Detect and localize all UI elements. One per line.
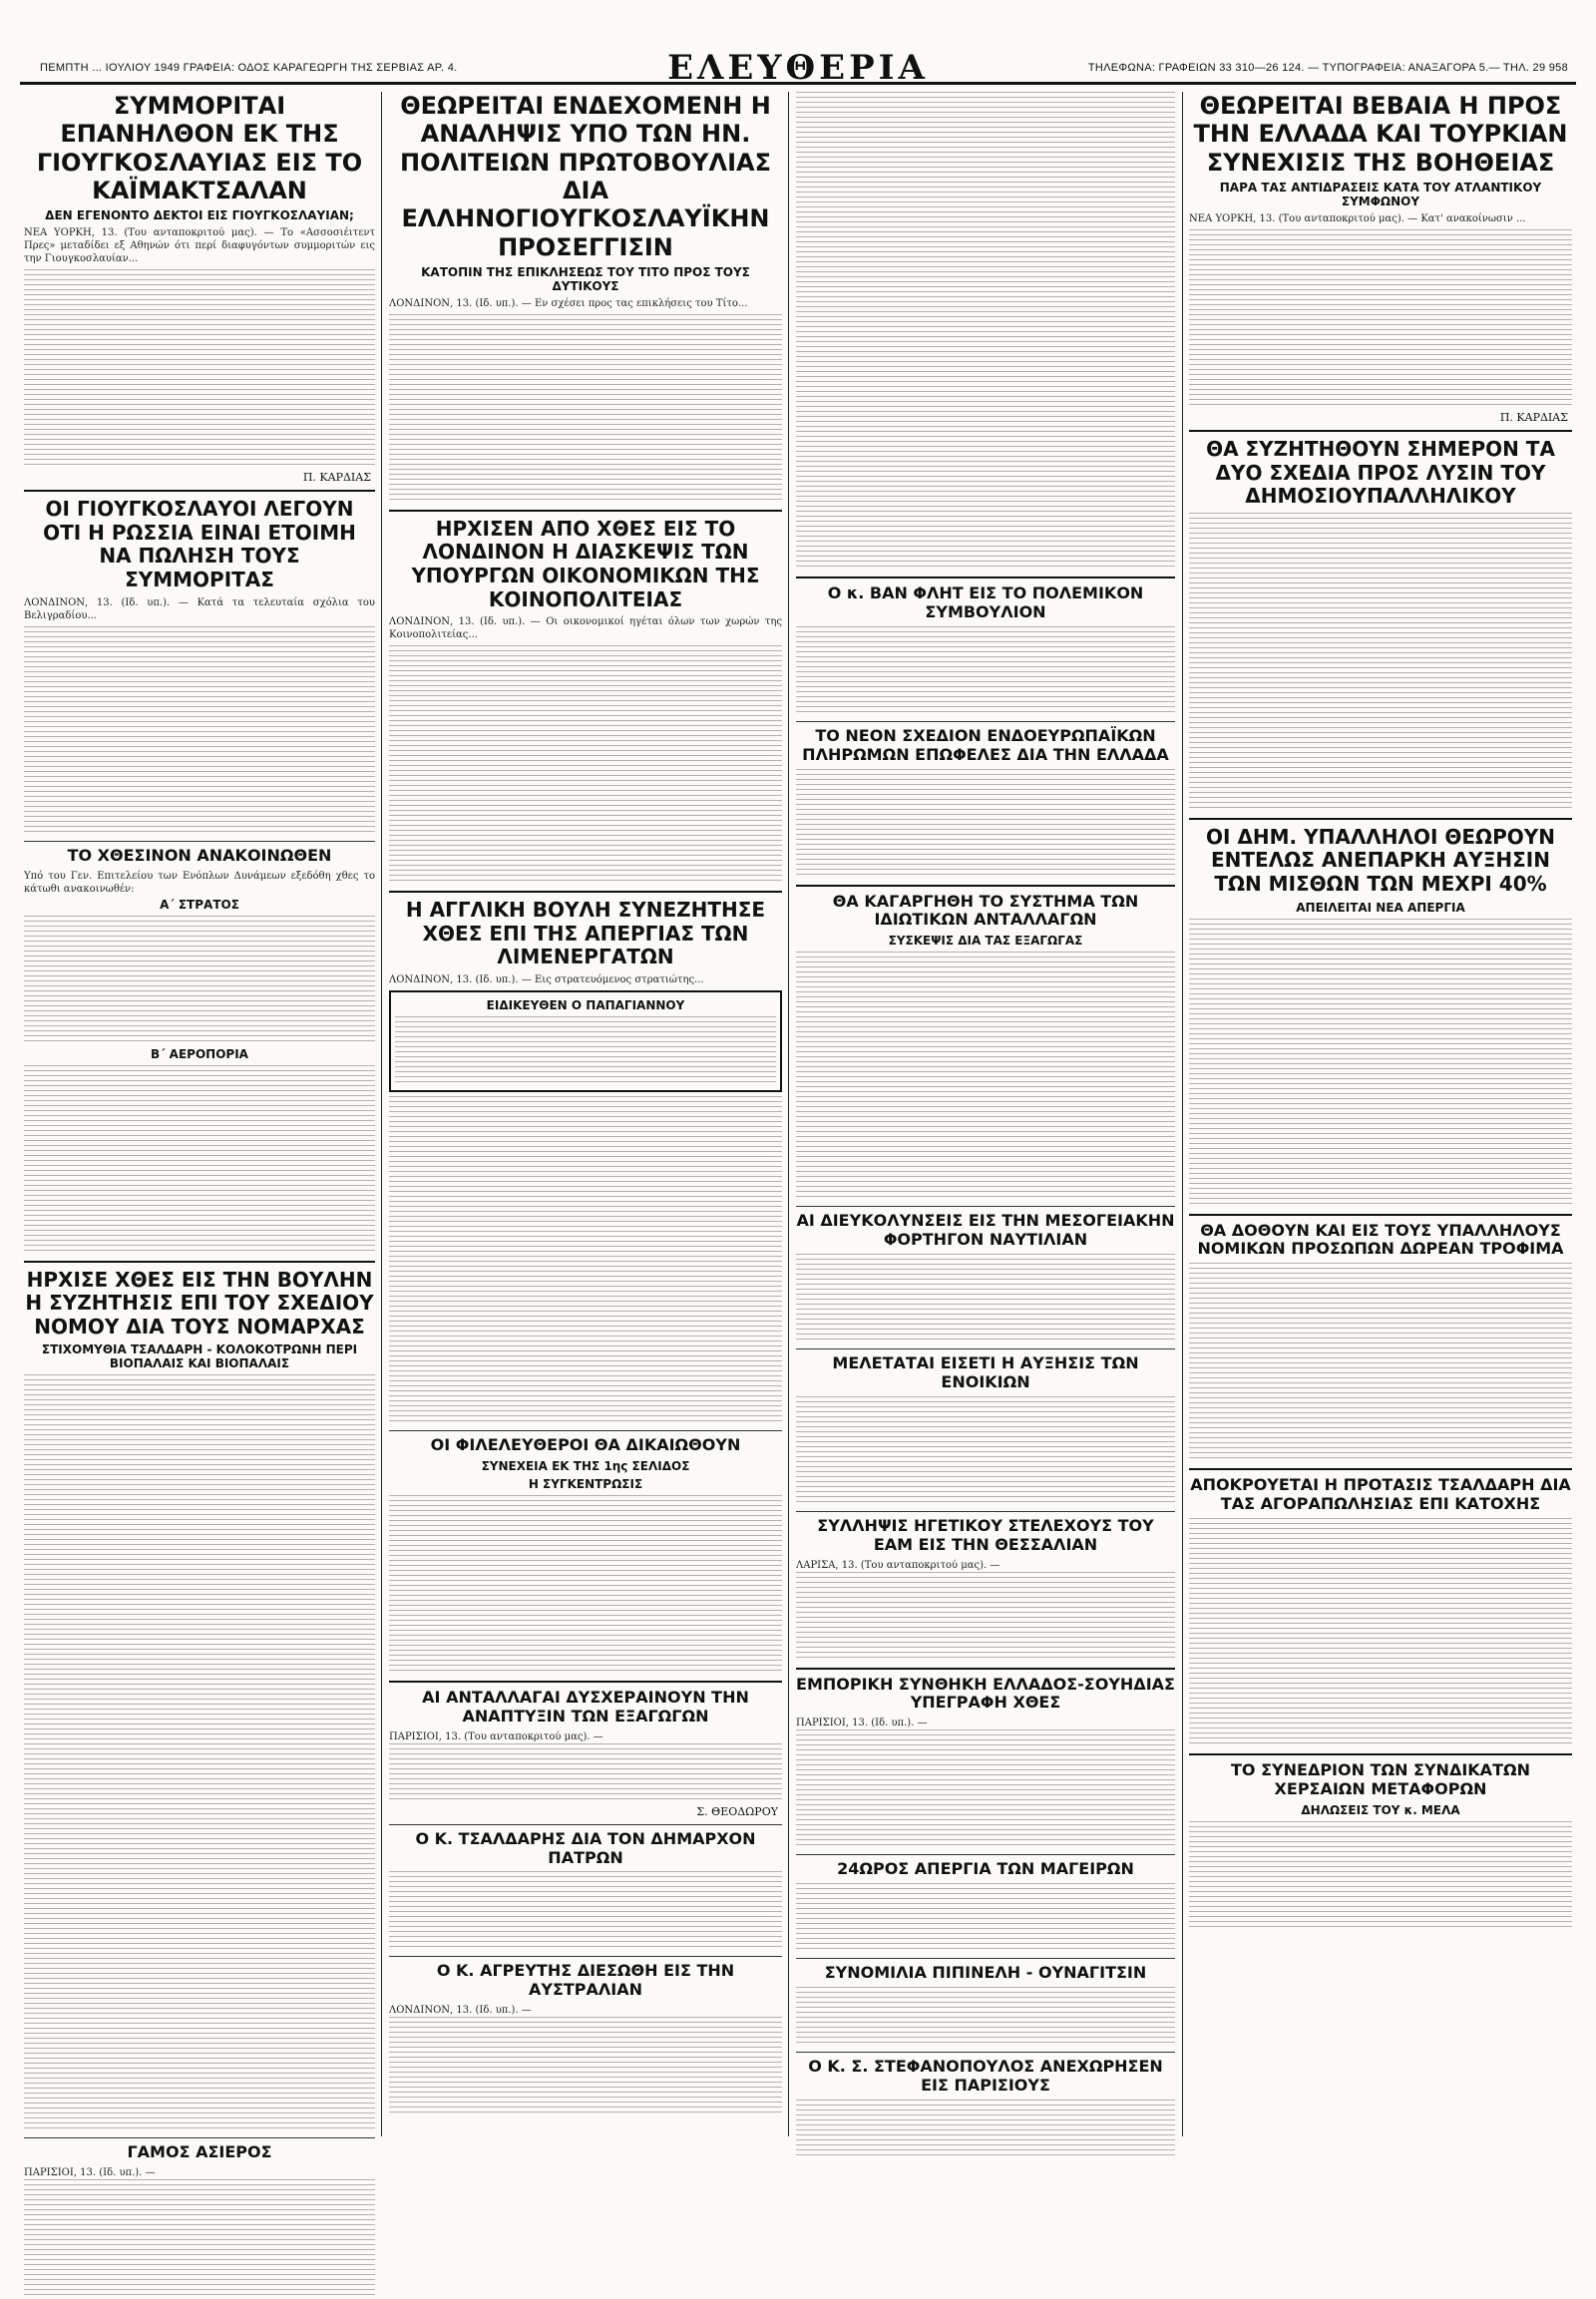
subheadline: ΣΤΙΧΟΜΥΘΙΑ ΤΣΑΛΔΑΡΗ - ΚΟΛΟΚΟΤΡΩΝΗ ΠΕΡΙ ΒΙΟΠΑΛΑΙΣ ΚΑΙ ΒΙΟΠΑΛΑΙΣ bbox=[41, 1342, 358, 1371]
article-text bbox=[796, 1572, 1175, 1662]
article-lead: Υπό του Γεν. Επιτελείου των Ενόπλων Δυνάμεων εξεδόθη χθες το κάτωθι ανακοινωθέν: bbox=[24, 870, 375, 895]
article-text bbox=[1189, 229, 1572, 409]
headline-payments-plan: ΤΟ ΝΕΟΝ ΣΧΕΔΙΟΝ ΕΝΔΟΕΥΡΩΠΑΪΚΩΝ ΠΛΗΡΩΜΩΝ ΕΠΩΦΕΛΕΣ ΔΙΑ ΤΗΝ ΕΛΛΑΔΑ bbox=[802, 725, 1169, 764]
column-2 bbox=[389, 92, 782, 2146]
article-text bbox=[1189, 919, 1572, 1208]
continued-text bbox=[796, 92, 1175, 571]
headline-liberals: ΟΙ ΦΙΛΕΛΕΥΘΕΡΟΙ ΘΑ ΔΙΚΑΙΩΘΟΥΝ bbox=[430, 1435, 741, 1455]
article-text bbox=[796, 626, 1175, 716]
headline-parliament-debate: ΗΡΧΙΣΕ ΧΘΕΣ ΕΙΣ ΤΗΝ ΒΟΥΛΗΝ Η ΣΥΖΗΤΗΣΙΣ ΕΠΙ ΤΟΥ ΣΧΕΔΙΟΥ ΝΟΜΟΥ ΔΙΑ ΤΟΥΣ ΝΟΜΑΡΧΑΣ bbox=[25, 1267, 374, 1339]
subheadline: ΚΑΤΟΠΙΝ ΤΗΣ ΕΠΙΚΛΗΣΕΩΣ ΤΟΥ ΤΙΤΟ ΠΡΟΣ ΤΟΥΣ ΔΥΤΙΚΟΥΣ bbox=[421, 264, 750, 293]
article-text bbox=[796, 952, 1175, 1201]
article-text bbox=[796, 2100, 1175, 2159]
inset-box bbox=[389, 990, 782, 1092]
headline-private-exchanges: ΘΑ ΚΑΓΑΡΓΗΘΗ ΤΟ ΣΥΣΤΗΜΑ ΤΩΝ ΙΔΙΩΤΙΚΩΝ ΑΝΤΑΛΛΑΓΩΝ bbox=[832, 891, 1139, 930]
article-text bbox=[796, 769, 1175, 879]
headline-aid-continuation: ΘΕΩΡΕΙΤΑΙ ΒΕΒΑΙΑ Η ΠΡΟΣ ΤΗΝ ΕΛΛΑΔΑ ΚΑΙ ΤΟΥΡΚΙΑΝ ΣΥΝΕΧΙΣΙΣ ΤΗΣ ΒΟΗΘΕΙΑΣ bbox=[1193, 92, 1568, 177]
article-lead: ΛΟΝΔΙΝΟΝ, 13. (Ιδ. υπ.). — bbox=[389, 2005, 532, 2017]
article-lead: ΛΟΝΔΙΝΟΝ, 13. (Ιδ. υπ.). — Εις στρατευόμενος στρατιώτης... bbox=[389, 974, 704, 986]
column-4 bbox=[1189, 92, 1572, 2146]
article-lead: ΛΑΡΙΣΑ, 13. (Του ανταποκριτού μας). — bbox=[796, 1559, 1000, 1571]
article-text bbox=[796, 1254, 1175, 1343]
byline: Π. ΚΑΡΔΙΑΣ bbox=[302, 471, 371, 485]
article-text bbox=[796, 1987, 1175, 2047]
article-text bbox=[389, 314, 782, 504]
article-text bbox=[24, 1374, 375, 2132]
subheadline: ΣΥΣΚΕΨΙΣ ΔΙΑ ΤΑΣ ΕΞΑΓΩΓΑΣ bbox=[888, 934, 1083, 949]
article-text bbox=[24, 2179, 375, 2299]
dateline: ΠΕΜΠΤΗ ... ΙΟΥΛΙΟΥ 1949 ΓΡΑΦΕΙΑ: ΟΔΟΣ ΚΑΡΑΓΕΩΡΓΗ ΤΗΣ ΣΕΡΒΙΑΣ ΑΡ. 4. bbox=[40, 62, 458, 74]
inset-title: ΕΙΔΙΚΕΥΘΕΝ Ο ΠΑΠΑΓΙΑΝΝΟΥ bbox=[486, 998, 685, 1013]
headline-us-initiative: ΘΕΩΡΕΙΤΑΙ ΕΝΔΕΧΟΜΕΝΗ Η ΑΝΑΛΗΨΙΣ ΥΠΟ ΤΩΝ ΗΝ. ΠΟΛΙΤΕΙΩΝ ΠΡΩΤΟΒΟΥΛΙΑΣ ΔΙΑ ΕΛΛΗΝΟΓΙΟΥΓΚΟΣΛΑΥΪΚΗΝ ΠΡΟΣΕΓΓΙΣΙΝ bbox=[400, 92, 771, 261]
headline-trade-treaty: ΕΜΠΟΡΙΚΗ ΣΥΝΘΗΚΗ ΕΛΛΑΔΟΣ-ΣΟΥΗΔΙΑΣ ΥΠΕΓΡΑΦΗ ΧΘΕΣ bbox=[796, 1674, 1175, 1713]
article-text bbox=[24, 916, 375, 1045]
subheadline: ΔΕΝ ΕΓΕΝΟΝΤΟ ΔΕΚΤΟΙ ΕΙΣ ΓΙΟΥΓΚΟΣΛΑΥΙΑΝ; bbox=[45, 208, 354, 223]
headline-communique: ΤΟ ΧΘΕΣΙΝΟΝ ΑΝΑΚΟΙΝΩΘΕΝ bbox=[67, 845, 332, 865]
inset-text bbox=[395, 1016, 776, 1086]
article-text bbox=[389, 1743, 782, 1803]
article-text bbox=[1189, 1518, 1572, 1747]
headline-pipinelis: ΣΥΝΟΜΙΛΙΑ ΠΙΠΙΝΕΛΗ - ΟΥΝΑΓΙΤΣΙΝ bbox=[824, 1963, 1147, 1983]
article-lead: ΛΟΝΔΙΝΟΝ, 13. (Ιδ. υπ.). — Εν σχέσει προς τας επικλήσεις του Τίτο... bbox=[389, 297, 748, 309]
headline-stefanopoulos: Ο Κ. Σ. ΣΤΕΦΑΝΟΠΟΥΛΟΣ ΑΝΕΧΩΡΗΣΕΝ ΕΙΣ ΠΑΡΙΣΙΟΥΣ bbox=[808, 2057, 1163, 2095]
article-lead: ΝΕΑ ΥΟΡΚΗ, 13. (Του ανταποκριτού μας). — Το «Ασσοσιέιτεντ Πρες» μεταδίδει εξ Αθηνών ότι περί διαφυγόντων συμμοριτών εις την Γιουγκοσλαυίαν... bbox=[24, 227, 375, 265]
article-text bbox=[796, 1729, 1175, 1849]
headline-tsaldaris-proposal: ΑΠΟΚΡΟΥΕΤΑΙ Η ΠΡΟΤΑΣΙΣ ΤΣΑΛΔΑΡΗ ΔΙΑ ΤΑΣ ΑΓΟΡΑΠΩΛΗΣΙΑΣ ΕΠΙ ΚΑΤΟΧΗΣ bbox=[1190, 1475, 1571, 1514]
article-text bbox=[24, 269, 375, 469]
headline-yugoslavs-say: ΟΙ ΓΙΟΥΓΚΟΣΛΑΥΟΙ ΛΕΓΟΥΝ ΟΤΙ Η ΡΩΣΣΙΑ ΕΙΝΑΙ ΕΤΟΙΜΗ ΝΑ ΠΩΛΗΣΗ ΤΟΥΣ ΣΥΜΜΟΡΙΤΑΣ bbox=[43, 497, 356, 592]
article-text bbox=[389, 1871, 782, 1951]
article-text bbox=[389, 1495, 782, 1675]
headline-guerrillas-return: ΣΥΜΜΟΡΙΤΑΙ ΕΠΑΝΗΛΘΟΝ ΕΚ ΤΗΣ ΓΙΟΥΓΚΟΣΛΑΥΙΑΣ ΕΙΣ ΤΟ ΚΑΪΜΑΚΤΣΑΛΑΝ bbox=[36, 92, 363, 204]
article-text bbox=[796, 1396, 1175, 1506]
headline-eam-arrest: ΣΥΛΛΗΨΙΣ ΗΓΕΤΙΚΟΥ ΣΤΕΛΕΧΟΥΣ ΤΟΥ ΕΑΜ ΕΙΣ ΤΗΝ ΘΕΣΣΑΛΙΑΝ bbox=[817, 1515, 1154, 1554]
section-airforce: Β΄ ΑΕΡΟΠΟΡΙΑ bbox=[151, 1046, 248, 1061]
byline: Σ. ΘΕΟΔΩΡΟΥ bbox=[696, 1804, 778, 1818]
phone-info: ΤΗΛΕΦΩΝΑ: ΓΡΑΦΕΙΩΝ 33 310—26 124. — ΤΥΠΟΓΡΑΦΕΙΑ: ΑΝΑΞΑΓΟΡΑ 5.— ΤΗΛ. 29 958 bbox=[1087, 62, 1568, 74]
column-3 bbox=[796, 92, 1175, 2146]
article-text bbox=[24, 1065, 375, 1255]
subheadline: ΑΠΕΙΛΕΙΤΑΙ ΝΕΑ ΑΠΕΡΓΙΑ bbox=[1296, 900, 1465, 915]
article-text bbox=[1189, 1263, 1572, 1462]
column-1 bbox=[24, 92, 375, 2179]
section-army: Α΄ ΣΤΡΑΤΟΣ bbox=[160, 897, 239, 912]
headline-australia: Ο Κ. ΑΓΡΕΥΤΗΣ ΔΙΕΣΩΘΗ ΕΙΣ ΤΗΝ ΑΥΣΤΡΑΛΙΑΝ bbox=[436, 1961, 735, 2000]
article-lead: ΠΑΡΙΣΙΟΙ, 13. (Ιδ. υπ.). — bbox=[24, 2167, 156, 2179]
headline-rents: ΜΕΛΕΤΑΤΑΙ ΕΙΣΕΤΙ Η ΑΥΞΗΣΙΣ ΤΩΝ ΕΝΟΙΚΙΩΝ bbox=[832, 1353, 1139, 1391]
column-divider bbox=[1182, 92, 1183, 2136]
headline-free-food: ΘΑ ΔΟΘΟΥΝ ΚΑΙ ΕΙΣ ΤΟΥΣ ΥΠΑΛΛΗΛΟΥΣ ΝΟΜΙΚΩΝ ΠΡΟΣΩΠΩΝ ΔΩΡΕΑΝ ΤΡΟΦΙΜΑ bbox=[1197, 1220, 1564, 1259]
article-lead: ΝΕΑ ΥΟΡΚΗ, 13. (Του ανταποκριτού μας). — Κατ' ανακοίνωσιν ... bbox=[1189, 212, 1526, 224]
article-text bbox=[389, 1096, 782, 1425]
column-divider bbox=[788, 92, 789, 2136]
article-text bbox=[389, 645, 782, 885]
headline-wedding: ΓΑΜΟΣ ΑΣΙΕΡΟΣ bbox=[127, 2142, 272, 2162]
article-lead: ΛΟΝΔΙΝΟΝ, 13. (Ιδ. υπ.). — Οι οικονομικοί ηγέται όλων των χωρών της Κοινοπολιτείας... bbox=[389, 616, 782, 641]
headline-salary-increase: ΟΙ ΔΗΜ. ΥΠΑΛΛΗΛΟΙ ΘΕΩΡΟΥΝ ΕΝΤΕΛΩΣ ΑΝΕΠΑΡΚΗ ΑΥΞΗΣΙΝ ΤΩΝ ΜΙΣΘΩΝ ΤΩΝ ΜΕΧΡΙ 40% bbox=[1206, 824, 1555, 896]
article-text bbox=[1189, 513, 1572, 812]
column-divider bbox=[381, 92, 382, 2136]
newspaper-page bbox=[20, 20, 1576, 2179]
headline-transport-congress: ΤΟ ΣΥΝΕΔΡΙΟΝ ΤΩΝ ΣΥΝΔΙΚΑΤΩΝ ΧΕΡΣΑΙΩΝ ΜΕΤΑΦΟΡΩΝ bbox=[1231, 1760, 1530, 1798]
headline-cooks-strike: 24ΩΡΟΣ ΑΠΕΡΓΙΑ ΤΩΝ ΜΑΓΕΙΡΩΝ bbox=[837, 1859, 1134, 1879]
subheadline: ΠΑΡΑ ΤΑΣ ΑΝΤΙΔΡΑΣΕΙΣ ΚΑΤΑ ΤΟΥ ΑΤΛΑΝΤΙΚΟΥ ΣΥΜΦΩΝΟΥ bbox=[1219, 180, 1542, 208]
headline-shipping: ΑΙ ΔΙΕΥΚΟΛΥΝΣΕΙΣ ΕΙΣ ΤΗΝ ΜΕΣΟΓΕΙΑΚΗΝ ΦΟΡΤΗΓΟΝ ΝΑΥΤΙΛΙΑΝ bbox=[796, 1211, 1175, 1250]
article-text bbox=[24, 626, 375, 836]
headline-van-fleet: Ο κ. ΒΑΝ ΦΛΗΤ ΕΙΣ ΤΟ ΠΟΛΕΜΙΚΟΝ ΣΥΜΒΟΥΛΙΟΝ bbox=[827, 583, 1144, 621]
article-text bbox=[1189, 1821, 1572, 1931]
article-text bbox=[796, 1883, 1175, 1953]
article-lead: ΠΑΡΙΣΙΟΙ, 13. (Του ανταποκριτού μας). — bbox=[389, 1730, 603, 1742]
section-title: Η ΣΥΓΚΕΝΤΡΩΣΙΣ bbox=[528, 1476, 643, 1491]
byline: Π. ΚΑΡΔΙΑΣ bbox=[1499, 410, 1568, 424]
article-lead: ΛΟΝΔΙΝΟΝ, 13. (Ιδ. υπ.). — Κατά τα τελευταία σχόλια του Βελιγραδίου... bbox=[24, 596, 375, 621]
headline-tsaldaris-mayor: Ο Κ. ΤΣΑΛΔΑΡΗΣ ΔΙΑ ΤΟΝ ΔΗΜΑΡΧΟΝ ΠΑΤΡΩΝ bbox=[415, 1828, 756, 1867]
subheadline: ΣΥΝΕΧΕΙΑ ΕΚ ΤΗΣ 1ης ΣΕΛΙΔΟΣ bbox=[481, 1458, 690, 1473]
headline-civil-servants-plans: ΘΑ ΣΥΖΗΤΗΘΟΥΝ ΣΗΜΕΡΟΝ ΤΑ ΔΥΟ ΣΧΕΔΙΑ ΠΡΟΣ ΛΥΣΙΝ ΤΟΥ ΔΗΜΟΣΙΟΥΠΑΛΛΗΛΙΚΟΥ bbox=[1206, 436, 1555, 509]
headline-commonwealth-conference: ΗΡΧΙΣΕΝ ΑΠΟ ΧΘΕΣ ΕΙΣ ΤΟ ΛΟΝΔΙΝΟΝ Η ΔΙΑΣΚΕΨΙΣ ΤΩΝ ΥΠΟΥΡΓΩΝ ΟΙΚΟΝΟΜΙΚΩΝ ΤΗΣ ΚΟΙΝΟΠΟΛΙΤΕΙΑΣ bbox=[411, 516, 760, 611]
newspaper-title: ΕΛΕΥΘΕΡΙΑ bbox=[667, 48, 929, 88]
headline-exchanges-exports: ΑΙ ΑΝΤΑΛΛΑΓΑΙ ΔΥΣΧΕΡΑΙΝΟΥΝ ΤΗΝ ΑΝΑΠΤΥΞΙΝ ΤΩΝ ΕΞΑΓΩΓΩΝ bbox=[422, 1687, 749, 1725]
masthead bbox=[20, 20, 1576, 88]
headline-dock-strike: Η ΑΓΓΛΙΚΗ ΒΟΥΛΗ ΣΥΝΕΖΗΤΗΣΕ ΧΘΕΣ ΕΠΙ ΤΗΣ ΑΠΕΡΓΙΑΣ ΤΩΝ ΛΙΜΕΝΕΡΓΑΤΩΝ bbox=[405, 898, 766, 969]
article-lead: ΠΑΡΙΣΙΟΙ, 13. (Ιδ. υπ.). — bbox=[796, 1718, 928, 1729]
subheadline: ΔΗΛΩΣΕΙΣ ΤΟΥ κ. ΜΕΛΑ bbox=[1301, 1802, 1460, 1817]
article-text bbox=[389, 2017, 782, 2116]
